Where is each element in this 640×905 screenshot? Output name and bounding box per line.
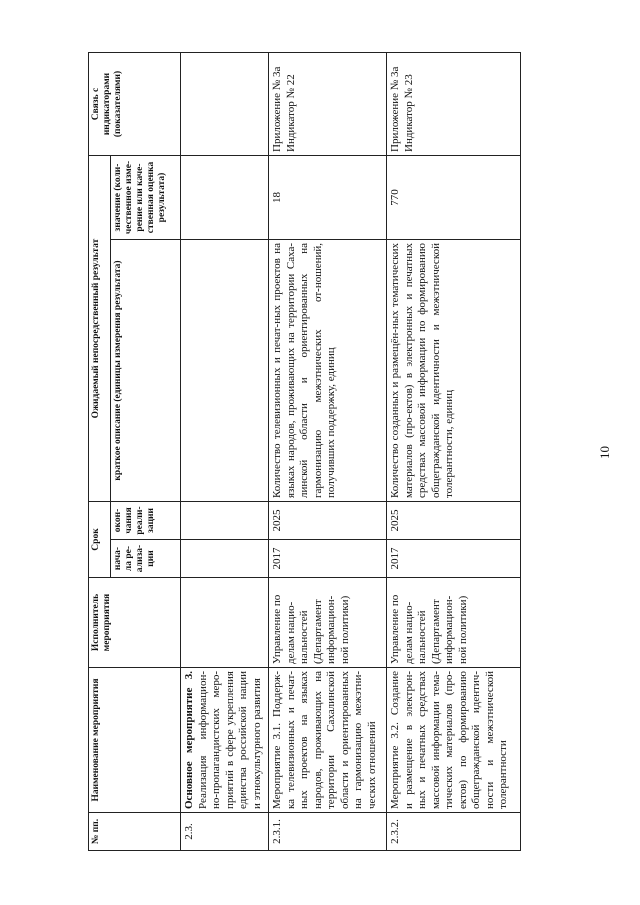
- header-term-end: окон-чания реали-зации: [111, 502, 181, 540]
- row-name: [387, 668, 521, 813]
- row-name: [181, 668, 269, 813]
- measures-table: [88, 52, 521, 851]
- row-start: 2017: [269, 540, 387, 578]
- header-term: Срок: [89, 502, 111, 578]
- header-result-value: значение (коли-чественное изме-рение или каче-ственная оценка результата): [111, 156, 181, 240]
- header-result: Ожидаемый непосредственный результат: [89, 156, 111, 502]
- row-name-text: Мероприятие 3.2. Создание и размещение в электрон-ных и печатных средствах массовой информации тема-тических материалов (про-ектов) по формированию общегражданской идентич-ности и межэтнической толерантности: [389, 671, 509, 809]
- header-executor: Исполнитель мероприятия: [89, 578, 181, 668]
- row-end: [181, 502, 269, 540]
- header-name: Наименование мероприятия: [89, 668, 181, 813]
- row-indicator: [181, 53, 269, 156]
- row-name-text: Реализация информацион-но-пропагандистских меро-приятий в сфере укрепления единства российской нации и этнокультурного развития: [196, 671, 263, 809]
- header-indicators: Связь с индикаторами (показателями): [89, 53, 181, 156]
- header-num: № пп.: [89, 813, 181, 851]
- row-end: 2025: [387, 502, 521, 540]
- table-row: [181, 53, 269, 851]
- row-result-desc: [181, 240, 269, 502]
- row-indicator: [387, 53, 521, 156]
- row-result-value: 18: [269, 156, 387, 240]
- row-executor: Управление по делам нацио-нальностей (Департамент информацион-ной политики): [269, 578, 387, 668]
- row-start: [181, 540, 269, 578]
- row-indicator-num: Индикатор № 22: [284, 74, 297, 152]
- row-executor: Управление по делам нацио-нальностей (Департамент информацион-ной политики): [387, 578, 521, 668]
- row-result-desc: Количество созданных и размещён-ных тематических материалов (про-ектов) в электронных и печатных средствах массовой информации по формированию общегражданской идентичности и межэтнической толерантности, единиц: [387, 240, 521, 502]
- table-row: [269, 53, 387, 851]
- header-result-desc: краткое описание (единицы измерения результата): [111, 240, 181, 502]
- row-num: 2.3.: [181, 813, 269, 851]
- row-result-value: 770: [387, 156, 521, 240]
- row-end: 2025: [269, 502, 387, 540]
- row-indicator-num: Индикатор № 23: [402, 74, 415, 152]
- row-indicator-app: Приложение № 3а: [389, 66, 401, 152]
- row-result-desc: Количество телевизионных и печат-ных проектов на языках народов, проживающих на территории Саха-линской области и ориентированных на гармонизацию межэтнических от-ношений, получивших поддержку, единиц: [269, 240, 387, 502]
- row-num: 2.3.1.: [269, 813, 387, 851]
- row-indicator: [269, 53, 387, 156]
- row-executor: [181, 578, 269, 668]
- row-start: 2017: [387, 540, 521, 578]
- table-row: [387, 53, 521, 851]
- row-name-bold: Основное мероприятие 3.: [183, 671, 195, 809]
- row-name-text: Мероприятие 3.1. Поддерж-ка телевизионных и печат-ных проектов на языках народов, проживающих на территории Сахалинской области и ориентированных на гармонизацию межэтни-ческих отношений: [271, 671, 378, 809]
- row-num: 2.3.2.: [387, 813, 521, 851]
- row-name: [269, 668, 387, 813]
- row-result-value: [181, 156, 269, 240]
- header-term-start: нача-ла ре-ализа-ции: [111, 540, 181, 578]
- page-number: 10: [597, 446, 612, 459]
- row-indicator-app: Приложение № 3а: [271, 66, 283, 152]
